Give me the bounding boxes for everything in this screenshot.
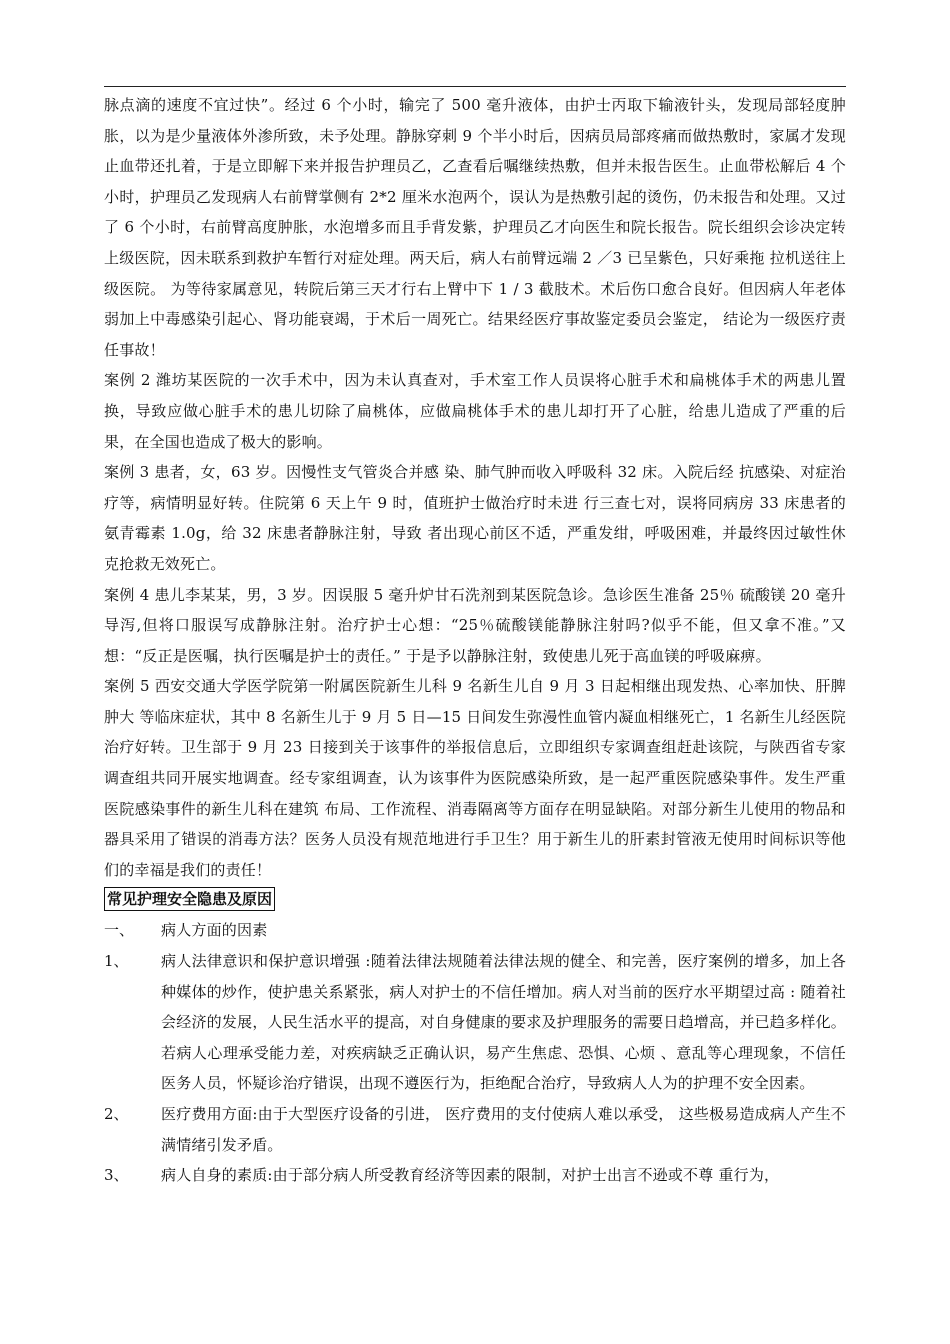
- case-3-paragraph: 案例 3 患者，女，63 岁。因慢性支气管炎合并感 染、肺气肿而收入呼吸科 32 床。入院后经 抗感染、对症治疗等，病情明显好转。住院第 6 天上午 9 时，值班护士做治疗时未进 行三查七对，误将同病房 33 床患者的氨青霉素 1.0g，给 32 床患者静脉注射，导致 者出现心前区不适，严重发绀，呼吸困难，并最终因过敏性休克抢救无效死亡。: [104, 463, 846, 573]
- section-heading: 常见护理安全隐患及原因: [104, 887, 275, 911]
- case-2-paragraph: 案例 2 潍坊某医院的一次手术中，因为未认真查对，手术室工作人员误将心脏手术和扁桃体手术的两患儿置换，导致应做心脏手术的患儿切除了扁桃体，应做扁桃体手术的患儿却打开了心脏，给患儿造成了严重的后果，在全国也造成了极大的影响。: [104, 371, 846, 451]
- outline-item: [104, 915, 846, 946]
- outline-text: 病人方面的因素: [161, 921, 268, 940]
- outline-text: 病人自身的素质:由于部分病人所受教育经济等因素的限制，对护士出言不逊或不尊 重行为，: [161, 1166, 780, 1185]
- outline-number: 2、: [104, 1105, 129, 1123]
- outline-item: [104, 946, 846, 1099]
- intro-paragraph: 脉点滴的速度不宜过快”。经过 6 个小时，输完了 500 毫升液体，由护士丙取下输液针头，发现局部轻度肿胀，以为是少量液体外渗所致，未予处理。静脉穿刺 9 个半小时后，因病员局部疼痛而做热敷时，家属才发现止血带还扎着，于是立即解下来并报告护理员乙，乙查看后嘱继续热敷，但并未报告医生。止血带松解后 4 个小时，护理员乙发现病人右前臂掌侧有 2*2 厘米水泡两个，误认为是热敷引起的烫伤，仍未报告和处理。又过了 6 个小时，右前臂高度肿胀，水泡增多而且手背发紫，护理员乙才向医生和院长报告。院长组织会诊决定转上级医院，因未联系到救护车暂行对症处理。两天后，病人右前臂远端 2 ／3 已呈紫色，只好乘拖 拉机送往上级医院。 为等待家属意见，转院后第三天才行右上臂中下 1 / 3 截肢术。术后伤口愈合良好。但因病人年老体弱加上中毒感染引起心、肾功能衰竭，于术后一周死亡。结果经医疗事故鉴定委员会鉴定， 结论为一级医疗责任事故！: [104, 96, 846, 359]
- outline-number: 1、: [104, 952, 129, 971]
- document-page: [104, 90, 846, 1191]
- header-rule: [104, 86, 846, 87]
- case-4-paragraph: 案例 4 患儿李某某，男，3 岁。因误服 5 毫升炉甘石洗剂到某医院急诊。急诊医生准备 25％ 硫酸镁 20 毫升导泻,但将口服误写成静脉注射。治疗护士心想：“25％硫酸镁能静脉注射吗?似乎不能，但又拿不准。”又想：“反正是医嘱，执行医嘱是护士的责任。” 于是予以静脉注射，致使患儿死于高血镁的呼吸麻痹。: [104, 585, 846, 665]
- case-5-paragraph: 案例 5 西安交通大学医学院第一附属医院新生儿科 9 名新生儿自 9 月 3 日起相继出现发热、心率加快、肝脾肿大 等临床症状，其中 8 名新生儿于 9 月 5 日—15 日间发生弥漫性血管内凝血相继死亡，1 名新生儿经医院治疗好转。卫生部于 9 月 23 日接到关于该事件的举报信息后，立即组织专家调查组赶赴该院，与陕西省专家调查组共同开展实地调查。经专家组调查，认为该事件为医院感染所致，是一起严重医院感染事件。发生严重医院感染事件的新生儿科在建筑 布局、工作流程、消毒隔离等方面存在明显缺陷。对部分新生儿使用的物品和器具采用了错误的消毒方法？医务人员没有规范地进行手卫生？用于新生儿的肝素封管液无使用时间标识等他们的幸福是我们的责任！: [104, 677, 846, 879]
- outline-number: 3、: [104, 1166, 129, 1185]
- outline-item: [104, 1099, 846, 1160]
- outline-text: 病人法律意识和保护意识增强 :随着法律法规随着法律法规的健全、和完善，医疗案例的增多，加上各种媒体的炒作，使护患关系紧张，病人对护士的不信任增加。病人对当前的医疗水平期望过高 : 随着社会经济的发展，人民生活水平的提高，对自身健康的要求及护理服务的需要日趋增高，并已趋多样化。若病人心理承受能力差，对疾病缺乏正确认识，易产生焦虑、恐惧、心烦 、意乱等心理现象，不信任医务人员，怀疑诊治疗错误，出现不遵医行为，拒绝配合治疗，导致病人人为的护理不安全因素。: [161, 952, 846, 1093]
- outline-item: [104, 1160, 846, 1191]
- outline-text: 医疗费用方面:由于大型医疗设备的引进， 医疗费用的支付使病人难以承受， 这些极易造成病人产生不满情绪引发矛盾。: [161, 1105, 846, 1154]
- outline-number: 一、: [104, 921, 135, 940]
